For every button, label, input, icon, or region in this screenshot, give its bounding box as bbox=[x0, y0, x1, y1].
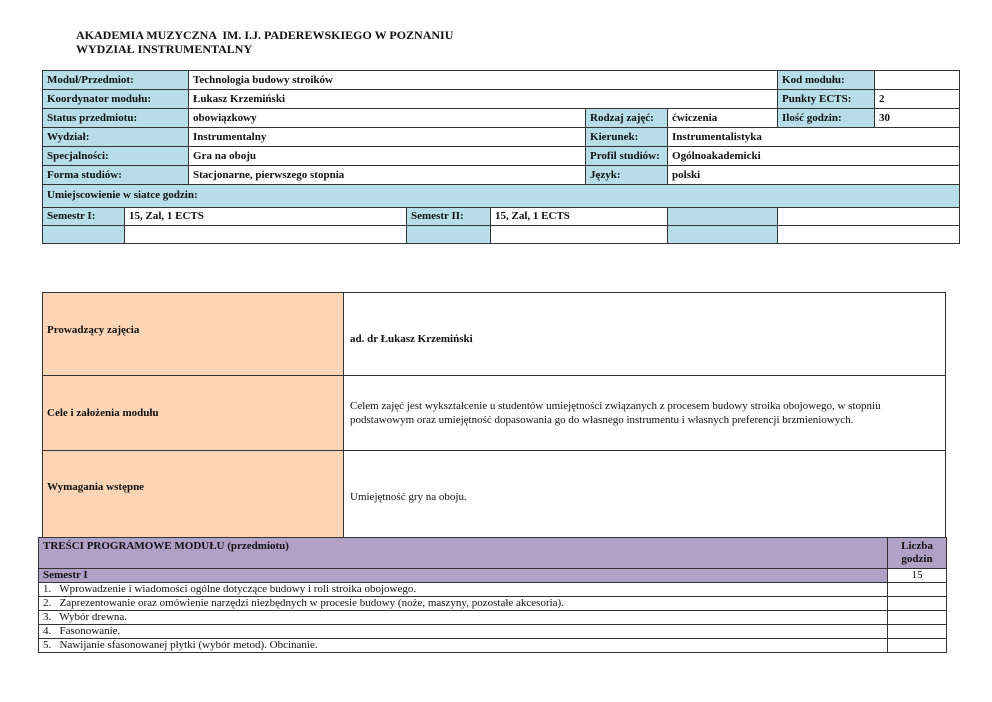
program-content-table bbox=[38, 537, 947, 653]
kod-label: Kod modułu: bbox=[778, 71, 875, 90]
semestr-hours: 15 bbox=[888, 569, 947, 583]
koordynator-label: Koordynator modułu: bbox=[43, 90, 189, 109]
wydzial-value: Instrumentalny bbox=[189, 128, 586, 147]
modul-label: Moduł/Przedmiot: bbox=[43, 71, 189, 90]
status-value: obowiązkowy bbox=[189, 109, 586, 128]
rodzaj-label: Rodzaj zajęć: bbox=[586, 109, 668, 128]
godzin-value: 30 bbox=[875, 109, 960, 128]
wydzial-label: Wydział: bbox=[43, 128, 189, 147]
hours-cell bbox=[888, 597, 947, 611]
list-item: 4. Fasonowanie. bbox=[39, 625, 888, 639]
sem2-label: Semestr II: bbox=[407, 208, 491, 226]
specjalnosci-label: Specjalności: bbox=[43, 147, 189, 166]
sem1-value: 15, Zal, 1 ECTS bbox=[125, 208, 407, 226]
wymagania-value: Umiejętność gry na oboju. bbox=[344, 451, 946, 538]
profil-label: Profil studiów: bbox=[586, 147, 668, 166]
hours-cell bbox=[888, 639, 947, 653]
list-item: 1. Wprowadzenie i wiadomości ogólne dotyczące budowy i roli stroika obojowego. bbox=[39, 583, 888, 597]
empty-cell bbox=[778, 226, 960, 244]
list-item: 2. Zaprezentowanie oraz omówienie narzędzi niezbędnych w procesie budowy (noże, maszyny, pozostałe akcesoria). bbox=[39, 597, 888, 611]
wymagania-label: Wymagania wstępne bbox=[43, 451, 344, 538]
hours-cell bbox=[888, 625, 947, 639]
modul-value: Technologia budowy stroików bbox=[189, 71, 778, 90]
sem1-label: Semestr I: bbox=[43, 208, 125, 226]
koordynator-value: Łukasz Krzemiński bbox=[189, 90, 778, 109]
academy-name: AKADEMIA MUZYCZNA IM. I.J. PADEREWSKIEGO W POZNANIU bbox=[76, 28, 454, 42]
liczba-godzin-header: Liczba godzin bbox=[888, 538, 947, 569]
forma-label: Forma studiów: bbox=[43, 166, 189, 185]
sem2-value: 15, Zal, 1 ECTS bbox=[491, 208, 668, 226]
status-label: Status przedmiotu: bbox=[43, 109, 189, 128]
specjalnosci-value: Gra na oboju bbox=[189, 147, 586, 166]
godzin-label: Ilość godzin: bbox=[778, 109, 875, 128]
ects-label: Punkty ECTS: bbox=[778, 90, 875, 109]
faculty-name: WYDZIAŁ INSTRUMENTALNY bbox=[76, 42, 253, 56]
module-info-table bbox=[42, 70, 960, 244]
empty-cell bbox=[668, 226, 778, 244]
tresci-title: TREŚCI PROGRAMOWE MODUŁU (przedmiotu) bbox=[39, 538, 888, 569]
hours-cell bbox=[888, 583, 947, 597]
cele-label: Cele i założenia modułu bbox=[43, 376, 344, 451]
profil-value: Ogólnoakademicki bbox=[668, 147, 960, 166]
details-table bbox=[42, 292, 946, 538]
hours-cell bbox=[888, 611, 947, 625]
umiejscowienie-label: Umiejscowienie w siatce godzin: bbox=[43, 185, 960, 208]
jezyk-value: polski bbox=[668, 166, 960, 185]
ects-value: 2 bbox=[875, 90, 960, 109]
prowadzacy-label: Prowadzący zajęcia bbox=[43, 293, 344, 376]
empty-sem-value-cell bbox=[778, 208, 960, 226]
rodzaj-value: ćwiczenia bbox=[668, 109, 778, 128]
cele-value: Celem zajęć jest wykształcenie u studentów umiejętności związanych z procesem budowy stroika obojowego, w stopniu podstawowym oraz umiejętność dopasowania go do własnego instrumentu i własnych preferencji brzmieniowych. bbox=[344, 376, 946, 451]
list-item: 5. Nawijanie sfasonowanej płytki (wybór metod). Obcinanie. bbox=[39, 639, 888, 653]
kod-value bbox=[875, 71, 960, 90]
empty-cell bbox=[491, 226, 668, 244]
kierunek-value: Instrumentalistyka bbox=[668, 128, 960, 147]
prowadzacy-value: ad. dr Łukasz Krzemiński bbox=[344, 293, 946, 376]
semestr-row-label: Semestr I bbox=[39, 569, 888, 583]
empty-cell bbox=[407, 226, 491, 244]
list-item: 3. Wybór drewna. bbox=[39, 611, 888, 625]
empty-cell bbox=[43, 226, 125, 244]
empty-cell bbox=[125, 226, 407, 244]
forma-value: Stacjonarne, pierwszego stopnia bbox=[189, 166, 586, 185]
jezyk-label: Język: bbox=[586, 166, 668, 185]
document-header bbox=[76, 28, 453, 56]
empty-sem-label-cell bbox=[668, 208, 778, 226]
kierunek-label: Kierunek: bbox=[586, 128, 668, 147]
